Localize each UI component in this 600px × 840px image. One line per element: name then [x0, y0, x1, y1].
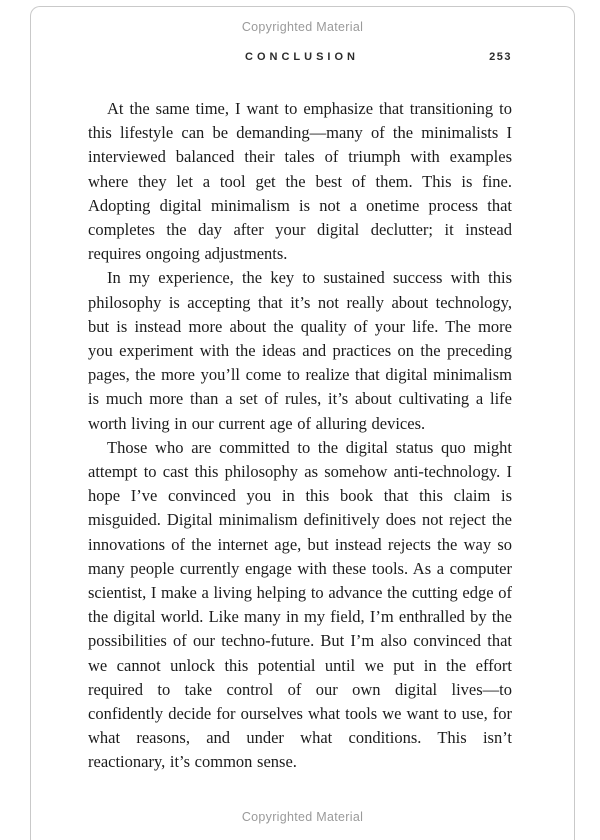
page-number: 253	[489, 51, 512, 63]
copyright-watermark-bottom: Copyrighted Material	[241, 810, 364, 824]
chapter-title: CONCLUSION	[245, 51, 359, 63]
body-text	[88, 97, 512, 775]
page-edge-border	[30, 6, 575, 840]
paragraph: In my experience, the key to sustained success with this philosophy is accepting that it’s not really about technology, but is instead more about the quality of your life. The more you experiment with the ideas and practices on the preceding pages, the more you’ll come to realize that digital minimalism is much more than a set of rules, it’s about cultivating a life worth living in our current age of alluring devices.	[88, 268, 512, 433]
copyright-watermark-top: Copyrighted Material	[241, 20, 364, 34]
paragraph: At the same time, I want to emphasize that transitioning to this lifestyle can be demanding—many of the minimalists I interviewed balanced their tales of triumph with examples where they let a tool get the best of them. This is fine. Adopting digital minimalism is not a onetime process that completes the day after your digital declutter; it instead requires ongoing adjustments.	[88, 99, 512, 264]
running-header	[88, 51, 512, 67]
paragraph: Those who are committed to the digital status quo might attempt to cast this philosophy as somehow anti-technology. I hope I’ve convinced you in this book that this claim is misguided. Digital minimalism definitively does not reject the innovations of the internet age, but instead rejects the way so many people currently engage with these tools. As a computer scientist, I make a living helping to advance the cutting edge of the digital world. Like many in my field, I’m enthralled by the possibilities of our techno-future. But I’m also convinced that we cannot unlock this potential until we put in the effort required to take control of our own digital lives—to confidently decide for ourselves what tools we want to use, for what reasons, and under what conditions. This isn’t reactionary, it’s common sense.	[88, 437, 512, 772]
